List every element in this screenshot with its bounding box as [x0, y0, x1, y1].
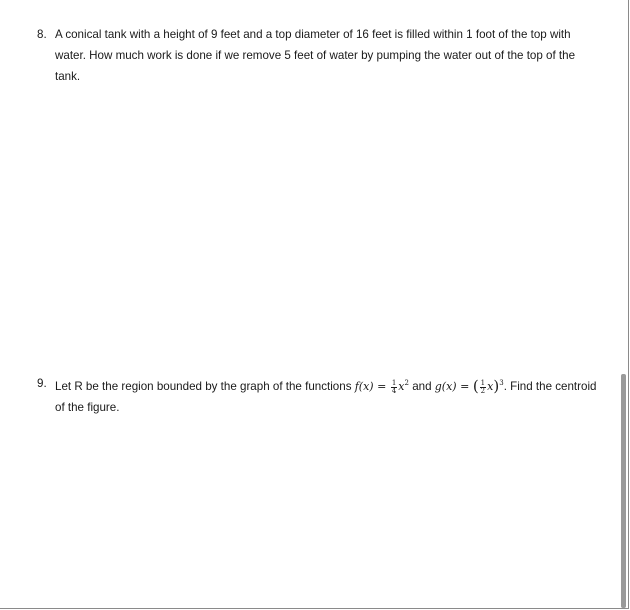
problem-8 — [37, 24, 597, 87]
conjunction-and: and — [408, 380, 435, 393]
problem-text-intro: Let R be the region bounded by the graph of the functions — [55, 380, 355, 393]
fraction-denominator: 2 — [480, 386, 486, 395]
fraction-numerator: 1 — [391, 378, 397, 387]
problem-number: 9. — [37, 377, 47, 390]
g-lhs: g(x) = — [434, 380, 470, 393]
f-lhs: f(x) = — [354, 380, 387, 393]
problem-text — [55, 373, 597, 418]
vertical-scrollbar[interactable] — [621, 374, 626, 608]
equation-f — [355, 380, 409, 393]
equation-g — [434, 377, 504, 395]
fraction-one-quarter — [391, 380, 397, 395]
fraction-one-half — [480, 380, 486, 395]
g-exponent: 3 — [499, 379, 504, 387]
problem-text-outro: . Find the centroid of the figure. — [55, 380, 597, 414]
f-variable: x — [398, 380, 405, 393]
g-variable: x — [487, 380, 494, 393]
problem-number: 8. — [37, 28, 47, 41]
problem-9 — [37, 373, 597, 418]
problem-text: A conical tank with a height of 9 feet and a top diameter of 16 feet is filled within 1 foot of the top with water. How much work is done if we remove 5 feet of water by pumping the water out of the top of the tank. — [55, 28, 576, 83]
g-open-paren: ( — [472, 377, 479, 395]
f-exponent: 2 — [404, 379, 409, 387]
fraction-denominator: 4 — [391, 386, 397, 395]
g-close-paren: ) — [493, 377, 500, 395]
fraction-numerator: 1 — [480, 378, 486, 387]
